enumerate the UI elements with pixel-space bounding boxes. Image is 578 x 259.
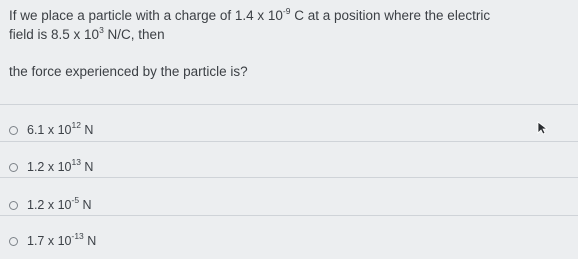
question-text <box>9 6 569 44</box>
option-base: 1.2 x 10 <box>27 198 72 212</box>
option-label <box>27 120 94 137</box>
option-label <box>27 157 94 174</box>
option-exponent: 13 <box>71 157 81 167</box>
option-unit: N <box>83 234 97 248</box>
answer-option-4[interactable] <box>9 231 96 251</box>
question-prompt: the force experienced by the particle is? <box>9 64 248 79</box>
option-exponent: -13 <box>71 231 84 241</box>
radio-button[interactable] <box>9 201 18 210</box>
field-exponent: 3 <box>99 25 104 35</box>
option-base: 1.7 x 10 <box>27 234 72 248</box>
divider <box>0 141 578 142</box>
option-unit: N <box>80 160 94 174</box>
radio-button[interactable] <box>9 163 18 172</box>
option-unit: N <box>80 123 94 137</box>
answer-option-3[interactable] <box>9 195 92 215</box>
option-base: 6.1 x 10 <box>27 123 72 137</box>
question-line-2 <box>9 25 569 44</box>
answer-option-1[interactable] <box>9 120 93 140</box>
divider <box>0 215 578 216</box>
radio-button[interactable] <box>9 126 18 135</box>
question-line-1-text: If we place a particle with a charge of 1.4 x 10 <box>9 8 283 23</box>
option-unit: N <box>79 198 92 212</box>
answer-option-2[interactable] <box>9 157 93 177</box>
option-label <box>27 231 97 248</box>
pointer-cursor-icon <box>537 121 549 135</box>
question-line-1-tail: C at a position where the electric <box>290 8 491 23</box>
divider <box>0 177 578 178</box>
charge-exponent: -9 <box>282 6 291 16</box>
option-label <box>27 195 92 212</box>
question-line-1 <box>9 6 569 25</box>
option-exponent: -5 <box>71 195 80 205</box>
question-line-2-tail: N/C, then <box>103 27 165 42</box>
divider <box>0 104 578 105</box>
radio-button[interactable] <box>9 237 18 246</box>
option-exponent: 12 <box>71 120 81 130</box>
question-line-2-text: field is 8.5 x 10 <box>9 27 100 42</box>
option-base: 1.2 x 10 <box>27 160 72 174</box>
